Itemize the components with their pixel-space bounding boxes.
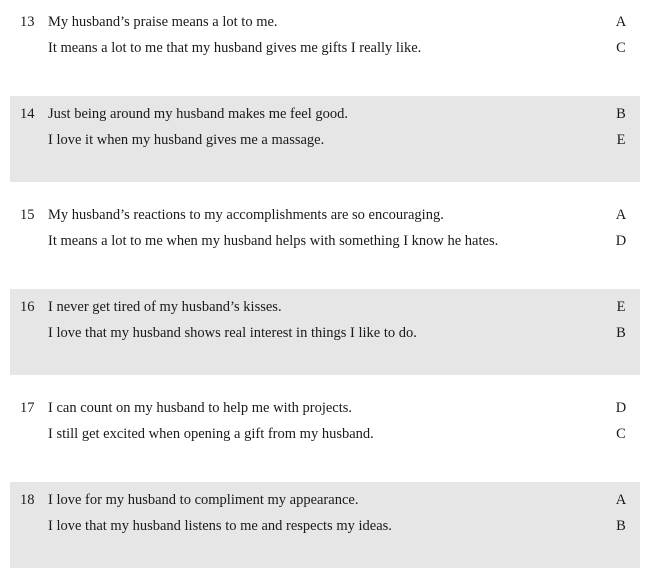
question-number: 18	[20, 492, 35, 508]
statement-row	[10, 516, 640, 536]
category-letter: B	[616, 518, 626, 534]
statement-text: Just being around my husband makes me feel good.	[48, 106, 349, 122]
category-letter: A	[615, 207, 627, 223]
category-letter: A	[615, 492, 627, 508]
category-letter: B	[616, 106, 626, 122]
question-block-15	[10, 197, 640, 283]
category-letter: E	[616, 299, 626, 315]
question-number: 17	[20, 400, 35, 416]
category-letter: B	[616, 325, 626, 341]
statement-text: I can count on my husband to help me with projects.	[48, 400, 353, 416]
question-number: 13	[20, 14, 35, 30]
question-block-14	[10, 96, 640, 182]
statement-row	[10, 490, 640, 510]
statement-text: I love it when my husband gives me a massage.	[48, 132, 325, 148]
statement-text: My husband’s praise means a lot to me.	[48, 14, 278, 30]
question-number: 15	[20, 207, 35, 223]
statement-text: I love for my husband to compliment my appearance.	[48, 492, 359, 508]
statement-row	[10, 424, 640, 444]
statement-row	[10, 398, 640, 418]
category-letter: A	[615, 14, 627, 30]
question-block-18	[10, 482, 640, 568]
category-letter: D	[615, 400, 627, 416]
category-letter: E	[616, 132, 626, 148]
statement-row	[10, 323, 640, 343]
statement-row	[10, 205, 640, 225]
question-number: 14	[20, 106, 35, 122]
question-block-16	[10, 289, 640, 375]
statement-text: I love that my husband listens to me and respects my ideas.	[48, 518, 392, 534]
statement-text: It means a lot to me when my husband helps with something I know he hates.	[48, 233, 499, 249]
statement-row	[10, 38, 640, 58]
question-number: 16	[20, 299, 35, 315]
statement-text: I never get tired of my husband’s kisses.	[48, 299, 282, 315]
statement-row	[10, 130, 640, 150]
question-block-17	[10, 390, 640, 476]
statement-row	[10, 104, 640, 124]
statement-text: My husband’s reactions to my accomplishments are so encouraging.	[48, 207, 444, 223]
category-letter: D	[615, 233, 627, 249]
statement-text: I love that my husband shows real interest in things I like to do.	[48, 325, 417, 341]
statement-text: It means a lot to me that my husband gives me gifts I really like.	[48, 40, 422, 56]
statement-row	[10, 12, 640, 32]
statement-row	[10, 231, 640, 251]
statement-row	[10, 297, 640, 317]
category-letter: C	[616, 426, 626, 442]
question-block-13	[10, 4, 640, 90]
statement-text: I still get excited when opening a gift from my husband.	[48, 426, 374, 442]
category-letter: C	[616, 40, 626, 56]
